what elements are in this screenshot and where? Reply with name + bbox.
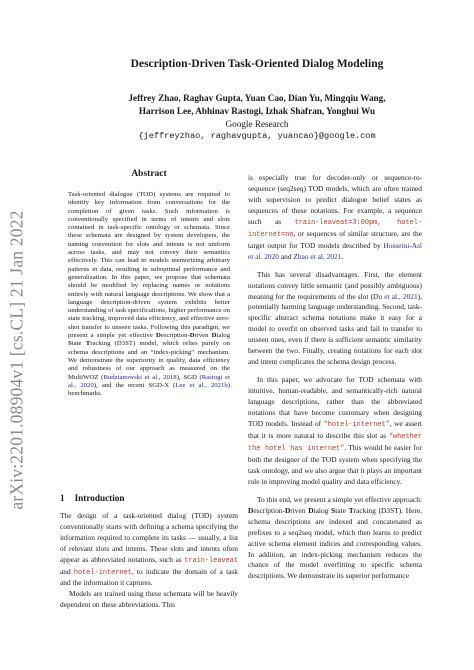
code-notation: “whether the hotel has internet” [248,432,422,453]
author-emails: {jeffreyzhao, raghavgupta, yuancao}@google.com [138,131,376,141]
citation-link[interactable]: Zhao et al. 2021 [293,251,342,261]
citation-link[interactable]: Rastogi et al., 2020 [68,373,230,389]
citation-link[interactable]: Du et al., 2021 [373,291,418,301]
abstract-body: Task-oriented dialogue (TOD) systems are required to identify key information from conversations for the completion of given tasks. Such information is conventionally specified in terms of intents and slots contained in task-specific ontology or schemata. Since these schemata are designed by system developers, the naming convention for slots and intents is not uniform across tasks, and may not convey their semantics effectively. This can lead to models memorizing arbitrary patterns in data, resulting in suboptimal performance and generalization. In this paper, we propose that schemata should be modified by replacing names or notations entirely with natural language descriptions. We show that a language description-driven system exhibits better understanding of task specifications, higher performance on state tracking, improved data efficiency, and effective zero-shot transfer to unseen tasks. Following this paradigm, we present a simple yet effective Description-Driven Dialog State Tracking (D3ST) model, which relies purely on schema descriptions and an “index-picking” mechanism. We demonstrate the superiority in quality, data efficiency and robustness of our approach as measured on the MultiWOZ (Budzianowski et al., 2018), SGD (Rastogi et al., 2020), and the recent SGD-X (Lee et al., 2021b) benchmarks. [68,191,231,398]
code-notation: train-leaveat=3:00pm, hotel-internet=no [248,218,422,239]
author-line-2: Harrison Lee, Abhinav Rastogi, Izhak Shafran, Yonghui Wu [138,105,376,116]
paragraph: The design of a task-oriented dialog (TOD) system conventionally starts with defining a schema specifying the information required to complete its tasks — usually, a list of relevant slots and intents. These slots and intents often appear as abbreviated notations, such as train-leaveat and hotel-internet, to indicate the domain of a task and the information it captures. [60,511,238,588]
introduction-body [60,511,238,611]
arxiv-identifier-stamp [2,210,32,510]
paragraph: Models are trained using these schemata will be heavily dependent on these abbreviations. This [60,589,238,610]
paragraph: is especially true for decoder-only or sequence-to-sequence (seq2seq) TOD models, which are often trained with supervision to predict dialogue belief states as sequences of these notations. For example, a sequence such as train-leaveat=3:00pm, hotel-internet=no, or sequences of similar structure, are the target output for TOD models described by Hosseini-Asl et al. 2020 and Zhao et al. 2021. [248,173,422,261]
code-notation: hotel-internet [73,568,132,577]
author-line-1: Jeffrey Zhao, Raghav Gupta, Yuan Cao, Dian Yu, Mingqiu Wang, [128,93,386,103]
paragraph: This has several disadvantages. First, the element notations convey little semantic (and possibly ambiguous) meaning for the requirements of the slot (Du et al., 2021), potentially harming language understanding. Second, task-specific abstract schema notations make it easy for a model to overfit on observed tasks and fail to transfer to unseen ones, even if there is sufficient semantic similarity between the two. Finally, creating notations for each slot and intent complicates the schema design process. [248,269,422,367]
right-column-body [248,173,422,582]
paragraph: In this paper, we advocate for TOD schemata with intuitive, human-readable, and semantically-rich natural language descriptions, rather than the abbreviated notations that have become customary when designing TOD models. Instead of “hotel-internet”, we assert that it is more natural to describe this slot as “whether the hotel has internet”. This would be easier for both the designer of the TOD system when specifying the task ontology, and we also argue that it plays an important role in improving model quality and data efficiency. [248,375,422,486]
citation-link[interactable]: Lee et al., 2021b [175,381,228,389]
section-heading-introduction [60,493,124,503]
citation-link[interactable]: Budzianowski et al., 2018 [103,373,177,381]
affiliation: Google Research [225,119,289,129]
section-number: 1 [60,493,65,503]
paragraph: To this end, we present a simple yet effective approach: Description-Driven Dialog State Tracking (D3ST). Here, schema descriptions are indexed and concatenated as prefixes to a seq2seq model, which then learns to predict active schema element indices and corresponding values. In addition, an index-picking mechanism reduces the chance of the model overfitting to specific schema descriptions. We demonstrate its superior performance [248,494,422,581]
code-notation: train-leaveat [184,556,238,565]
paper-title: Description-Driven Task-Oriented Dialog Modeling [130,58,384,70]
author-list [40,92,474,117]
abstract-heading: Abstract [131,169,167,179]
citation-link[interactable]: Hosseini-Asl et al. 2020 [248,240,422,261]
arxiv-identifier-text: arXiv:2201.08904v1 [cs.CL] 21 Jan 2022 [6,210,27,510]
section-title: Introduction [74,493,125,503]
code-notation: “hotel-internet” [323,421,390,430]
